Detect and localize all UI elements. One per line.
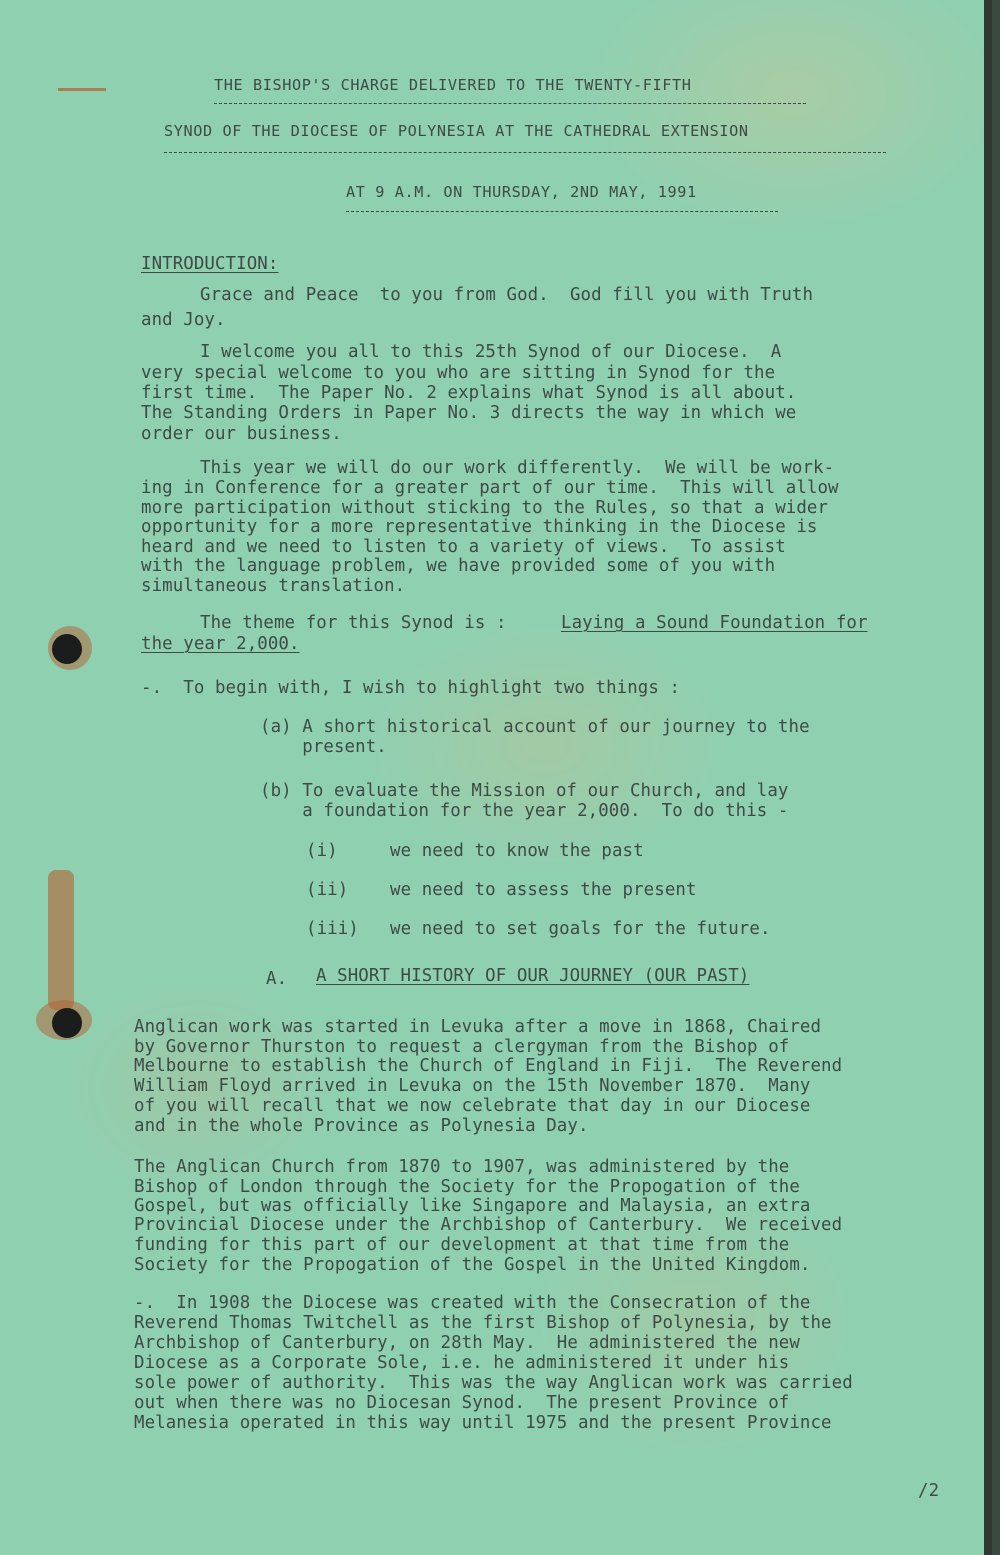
text-line: sole power of authority. This was the way Anglican work was carried — [134, 1373, 853, 1393]
page-edge — [984, 0, 992, 1555]
binder-hole-top — [52, 634, 82, 664]
subitem-number: (ii) — [306, 880, 349, 900]
header-line-3: AT 9 A.M. ON THURSDAY, 2ND MAY, 1991 — [346, 183, 697, 201]
text-line: This year we will do our work differently. We will be work- — [200, 458, 835, 478]
text-line: William Floyd arrived in Levuka on the 15th November 1870. Many — [134, 1076, 811, 1096]
text-line: opportunity for a more representative thinking in the Diocese is — [141, 517, 818, 537]
rust-stain — [48, 870, 74, 1010]
subitem-text: we need to know the past — [390, 841, 644, 861]
text-line: more participation without sticking to the Rules, so that a wider — [141, 498, 829, 518]
subitem-text: we need to assess the present — [390, 880, 697, 900]
section-a-title: A SHORT HISTORY OF OUR JOURNEY (OUR PAST) — [316, 966, 750, 986]
text-line: Gospel, but was officially like Singapore and Malaysia, an extra — [134, 1196, 811, 1216]
text-line: by Governor Thurston to request a clergyman from the Bishop of — [134, 1037, 790, 1057]
introduction-heading: INTRODUCTION: — [141, 254, 279, 274]
text-line: Society for the Propogation of the Gospel in the United Kingdom. — [134, 1255, 811, 1275]
text-line: Melanesia operated in this way until 1975 and the present Province — [134, 1413, 832, 1433]
item-b-line-2: a foundation for the year 2,000. To do this - — [260, 801, 789, 821]
header-line-2: SYNOD OF THE DIOCESE OF POLYNESIA AT THE CATHEDRAL EXTENSION — [164, 122, 749, 140]
text-line: I welcome you all to this 25th Synod of our Diocese. A — [200, 342, 782, 362]
page-marker: /2 — [918, 1481, 940, 1501]
text-line: ing in Conference for a greater part of our time. This will allow — [141, 478, 839, 498]
text-line: The Standing Orders in Paper No. 3 directs the way in which we — [141, 403, 797, 423]
text-line: Reverend Thomas Twitchell as the first Bishop of Polynesia, by the — [134, 1313, 832, 1333]
subitem-text: we need to set goals for the future. — [390, 919, 771, 939]
text-line: and Joy. — [141, 310, 226, 330]
text-line: out when there was no Diocesan Synod. The present Province of — [134, 1393, 790, 1413]
staple-mark — [58, 88, 106, 91]
text-line: The Anglican Church from 1870 to 1907, was administered by the — [134, 1157, 790, 1177]
item-b-line-1: (b) To evaluate the Mission of our Church, and lay — [260, 781, 789, 801]
theme-prefix: The theme for this Synod is : — [200, 613, 518, 633]
text-line: Grace and Peace to you from God. God fill you with Truth — [200, 285, 814, 305]
subitem-number: (iii) — [306, 919, 359, 939]
text-line: heard and we need to listen to a variety of views. To assist — [141, 537, 786, 557]
item-a-line-2: present. — [260, 737, 387, 757]
header-underline-3 — [346, 211, 778, 212]
theme-title-2: the year 2,000. — [141, 634, 300, 654]
section-a-letter: A. — [266, 969, 288, 989]
text-line: -. In 1908 the Diocese was created with the Consecration of the — [134, 1293, 811, 1313]
text-line: Diocese as a Corporate Sole, i.e. he administered it under his — [134, 1353, 790, 1373]
text-line: of you will recall that we now celebrate that day in our Diocese — [134, 1096, 811, 1116]
highlight-intro: -. To begin with, I wish to highlight two things : — [141, 678, 681, 698]
subitem-number: (i) — [306, 841, 338, 861]
text-line: funding for this part of our development at that time from the — [134, 1235, 790, 1255]
text-line: Anglican work was started in Levuka after a move in 1868, Chaired — [134, 1017, 822, 1037]
theme-title-1: Laying a Sound Foundation for — [561, 613, 868, 633]
header-underline-1 — [214, 103, 806, 104]
text-line: simultaneous translation. — [141, 576, 406, 596]
text-line: Melbourne to establish the Church of England in Fiji. The Reverend — [134, 1056, 843, 1076]
text-line: Provincial Diocese under the Archbishop of Canterbury. We received — [134, 1215, 843, 1235]
text-line: Bishop of London through the Society for the Propogation of the — [134, 1177, 800, 1197]
header-underline-2 — [164, 152, 886, 153]
text-line: first time. The Paper No. 2 explains what Synod is all about. — [141, 383, 797, 403]
text-line: and in the whole Province as Polynesia Day. — [134, 1116, 589, 1136]
text-line: very special welcome to you who are sitting in Synod for the — [141, 363, 776, 383]
item-a-line-1: (a) A short historical account of our journey to the — [260, 717, 810, 737]
text-line: Archbishop of Canterbury, on 28th May. He administered the new — [134, 1333, 800, 1353]
binder-hole-bottom — [52, 1008, 82, 1038]
text-line: order our business. — [141, 424, 342, 444]
text-line: with the language problem, we have provided some of you with — [141, 556, 776, 576]
header-line-1: THE BISHOP'S CHARGE DELIVERED TO THE TWENTY-FIFTH — [214, 76, 692, 94]
